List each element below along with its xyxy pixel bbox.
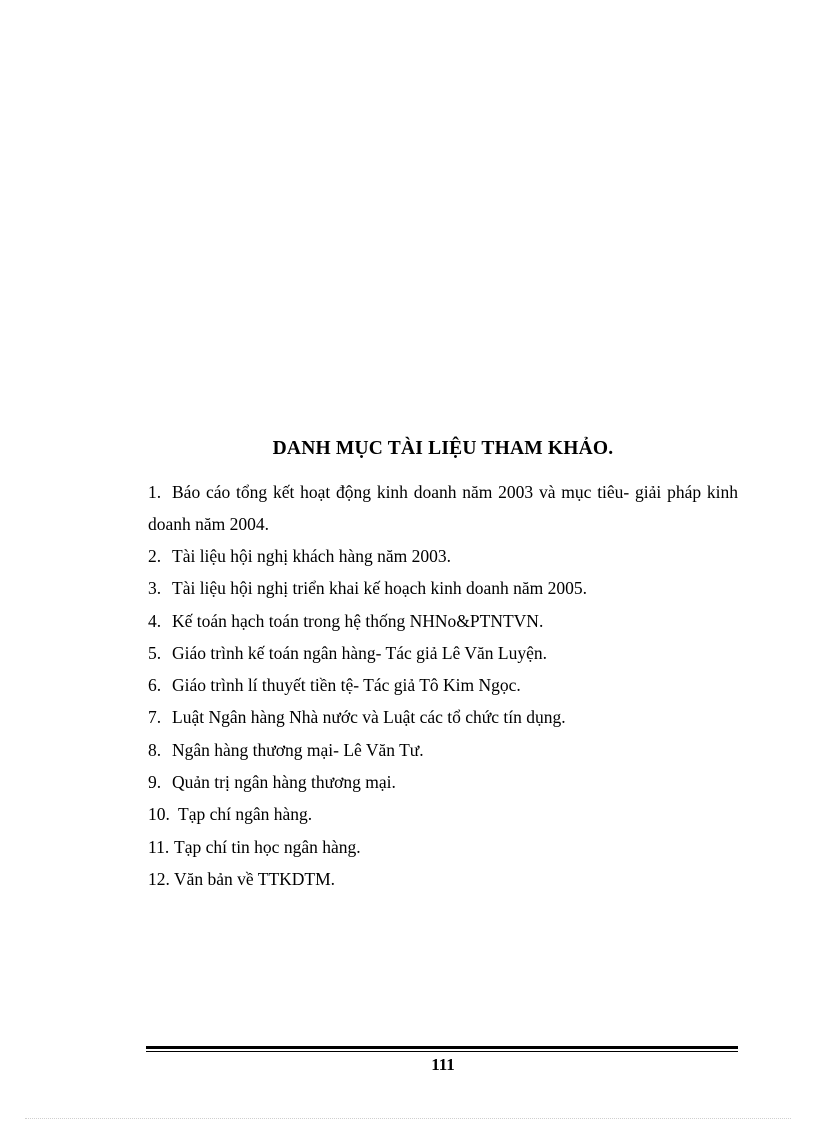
list-item-text: Giáo trình lí thuyết tiền tệ- Tác giả Tô Kim Ngọc. — [172, 675, 521, 696]
list-item-number: 2. — [148, 546, 162, 566]
list-item — [148, 605, 738, 637]
page-number: 111 — [431, 1055, 455, 1074]
page-bottom-border — [25, 1118, 791, 1119]
list-item-number: 11. — [148, 836, 170, 857]
list-item-text: Báo cáo tổng kết hoạt động kinh doanh năm 2003 và mục tiêu- giải pháp kinh doanh năm 2004. — [148, 482, 738, 534]
list-item-text: Ngân hàng thương mại- Lê Văn Tư. — [172, 739, 424, 760]
list-item — [148, 572, 738, 604]
list-item-text: Tài liệu hội nghị triển khai kế hoạch kinh doanh năm 2005. — [172, 578, 588, 599]
list-item-text: Quản trị ngân hàng thương mại. — [172, 772, 396, 793]
list-item — [148, 798, 738, 830]
list-item-number: 4. — [148, 610, 162, 631]
list-item-text: Văn bản về TTKDTM. — [174, 868, 336, 889]
list-item — [148, 637, 738, 669]
list-item — [148, 701, 738, 733]
list-item-text: Tạp chí ngân hàng. — [178, 804, 313, 825]
list-item-number: 7. — [148, 707, 162, 728]
list-item — [148, 669, 738, 701]
list-item-text: Tạp chí tin học ngân hàng. — [174, 836, 361, 857]
list-item — [148, 734, 738, 766]
list-item-number: 6. — [148, 675, 162, 696]
list-item-number: 10. — [148, 804, 170, 825]
list-item-number: 12. — [148, 868, 170, 889]
list-item — [148, 540, 738, 572]
list-item-text: Giáo trình kế toán ngân hàng- Tác giả Lê Văn Luyện. — [172, 642, 547, 663]
list-item — [148, 476, 738, 540]
list-item-text: Kế toán hạch toán trong hệ thống NHNo&PTNTVN. — [172, 610, 544, 631]
list-item-number: 1. — [148, 482, 162, 502]
reference-list — [148, 476, 738, 895]
list-item-text: Luật Ngân hàng Nhà nước và Luật các tổ chức tín dụng. — [172, 707, 566, 728]
page-title: DANH MỤC TÀI LIỆU THAM KHẢO. — [272, 438, 614, 459]
list-item-number: 8. — [148, 739, 162, 760]
list-item-text: Tài liệu hội nghị khách hàng năm 2003. — [172, 546, 451, 566]
list-item-number: 5. — [148, 642, 162, 663]
list-item — [148, 831, 738, 863]
list-item — [148, 766, 738, 798]
list-item-number: 9. — [148, 772, 162, 793]
list-item — [148, 863, 738, 895]
list-item-number: 3. — [148, 578, 162, 599]
footer-divider — [146, 1046, 738, 1052]
